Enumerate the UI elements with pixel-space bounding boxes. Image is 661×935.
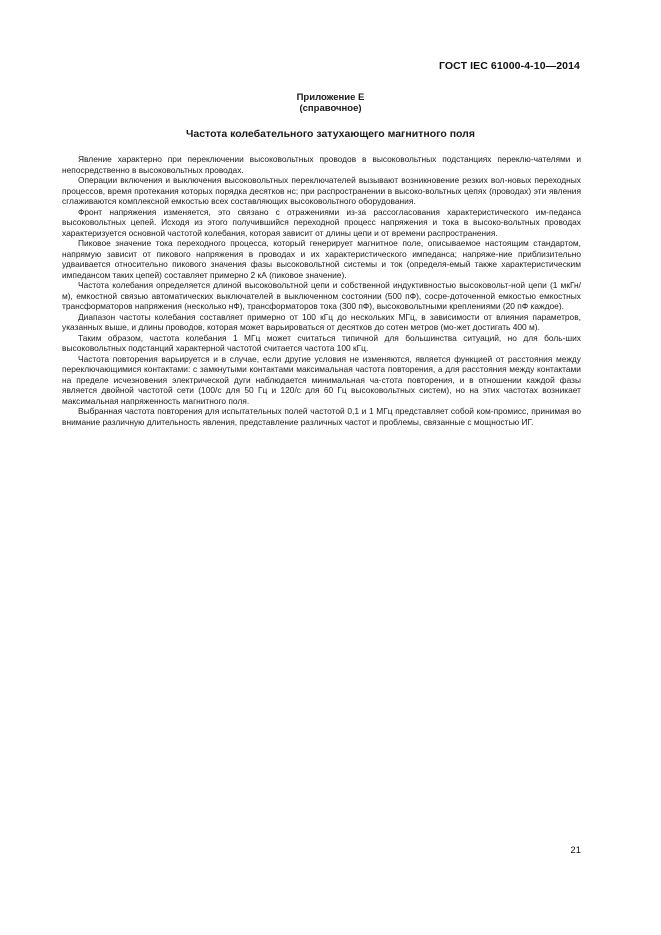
annex-heading — [0, 92, 661, 114]
body-text — [62, 154, 581, 427]
paragraph: Фронт напряжения изменяется, это связано с отражениями из-за рассогласования характеристического им-педанса высоковольтных цепей. Исходя из этого получившийся переходной процесс напряжения и тока в высоко-вольтных проводах характеризуется основной частотой колебания, которая зависит от длины цепи и от времени распространения. — [62, 206, 581, 238]
section-title: Частота колебательного затухающего магнитного поля — [186, 128, 475, 140]
paragraph: Операции включения и выключения высоковольтных переключателей вызывают возникновение резких вол-новых переходных процессов, время протекания которых порядка десятков нс; при распространении в высоко-вольтных цепях (проводах) эти явления сглаживаются комплексной емкостью всех составляющих высоковольтного оборудования. — [62, 175, 581, 206]
document-code: ГОСТ IEC 61000-4-10—2014 — [438, 60, 580, 72]
annex-title: Приложение Е — [296, 92, 365, 103]
paragraph: Таким образом, частота колебания 1 МГц может считаться типичной для большинства ситуаций, но для боль-ших высоковольтных подстанций характерной частотой считается частота 100 кГц. — [62, 332, 581, 353]
annex-kind: (справочное) — [299, 103, 362, 114]
paragraph: Выбранная частота повторения для испытательных полей частотой 0,1 и 1 МГц представляет собой ком-промисс, принимая во внимание различную длительность явления, представление различных частот и проблемы, связанные с мощностью ИГ. — [62, 406, 581, 427]
paragraph: Пиковое значение тока переходного процесса, который генерирует магнитное поле, описываемое настоящим стандартом, напрямую зависит от пикового напряжения в проводах и их характеристического импеданса; напряже-ние приблизительно удваивается относительно пикового значения фазы высоковольтной системы и ток (определя-емый также характеристическим импедансом таких цепей) составляет примерно 2 кА (пиковое значение). — [62, 238, 581, 280]
paragraph: Частота колебания определяется длиной высоковольтной цепи и собственной индуктивностью высоковольт-ной цепи (1 мкГн/м), емкостной связью автоматических выключателей в выключенном состоянии (500 пФ), сосре-доточенной емкостью емкостных трансформаторов напряжения (несколько нФ), трансформаторов тока (300 пФ), высоковольтными креплениями (20 пФ каждое). — [62, 280, 581, 311]
paragraph: Диапазон частоты колебания составляет примерно от 100 кГц до нескольких МГц, в зависимости от влияния параметров, указанных выше, и длины проводов, которая может варьироваться от десятков до сотен метров (мо-жет достигать 400 м). — [62, 311, 581, 332]
paragraph: Частота повторения варьируется и в случае, если другие условия не изменяются, является функцией от расстояния между переключающимися контактами: с замкнутыми контактами максимальная частота повторения, а для расстояния между контактами на пределе исчезновения электрической дуги наблюдается минимальная ча-стота повторения, и в отношении каждой фазы является двойной частотой сети (100/с для 50 Гц и 120/с для 60 Гц высоковольтных систем), но на этих частотах возникает максимальная напряженность магнитного поля. — [62, 353, 581, 406]
page-number: 21 — [570, 845, 581, 856]
paragraph: Явление характерно при переключении высоковольтных проводов в высоковольтных подстанциях переклю-чателями и непосредственно в высоковольтных проводах. — [62, 154, 581, 175]
